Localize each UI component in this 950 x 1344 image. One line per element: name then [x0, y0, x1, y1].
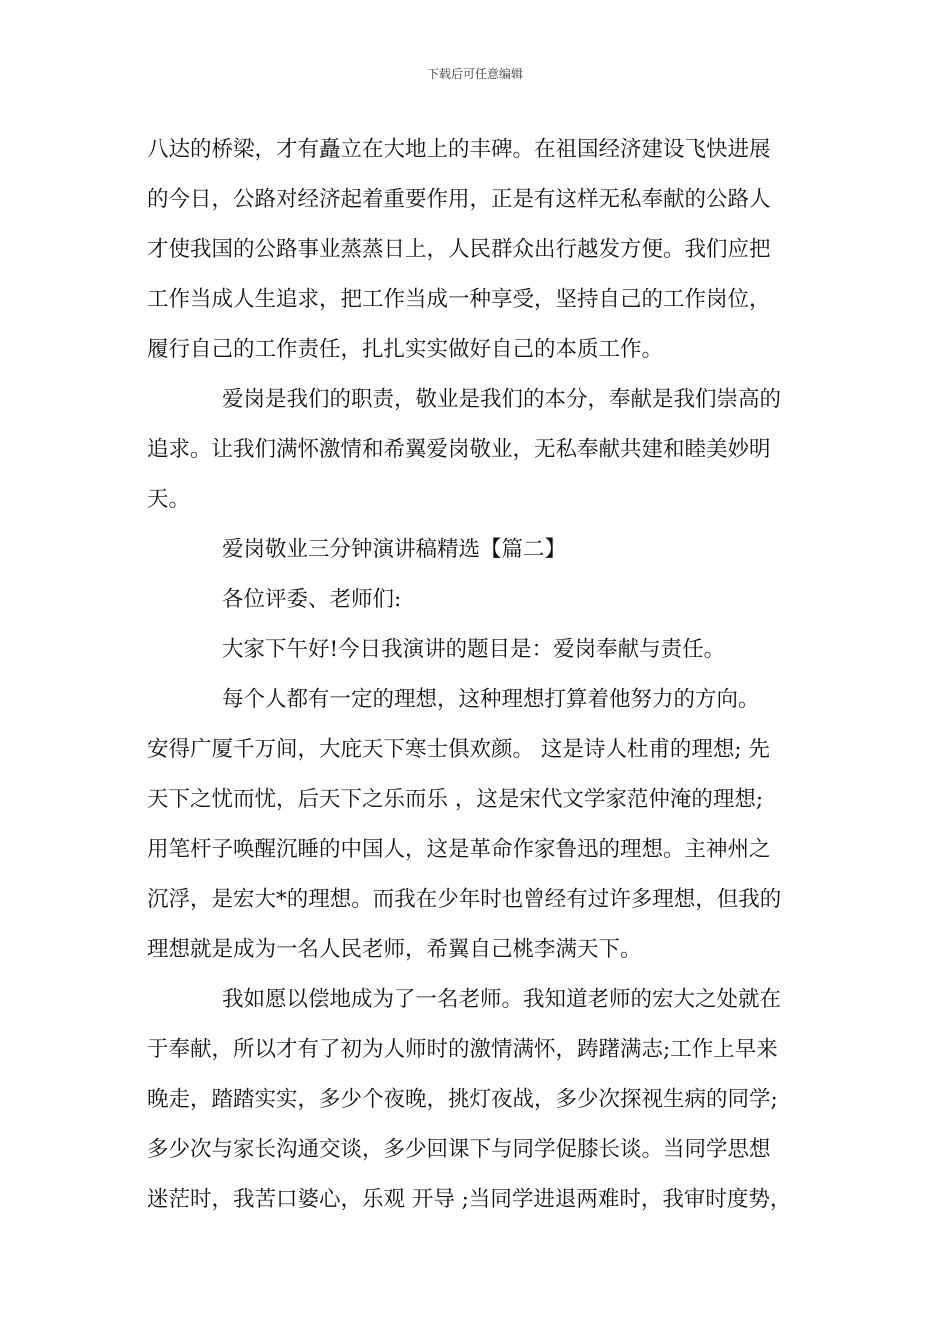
text-line: 用笔杆子唤醒沉睡的中国人，这是革命作家鲁迅的理想。主神州之 [147, 837, 771, 862]
paragraph-start-line: 我如愿以偿地成为了一名老师。我知道老师的宏大之处就在 [222, 987, 782, 1012]
page-header: 下载后可任意编辑 [426, 67, 523, 81]
text-line: 履行自己的工作责任，扎扎实实做好自己的本质工作。 [147, 337, 664, 362]
greeting-line: 大家下午好!今日我演讲的题目是：爱岗奉献与责任。 [222, 637, 726, 662]
text-line: 理想就是成为一名人民老师，希翼自己桃李满天下。 [147, 937, 642, 962]
text-line: 沉浮，是宏大*的理想。而我在少年时也曾经有过许多理想，但我的 [147, 887, 782, 912]
text-line: 安得广厦千万间，大庇天下寒士俱欢颜。 这是诗人杜甫的理想; 先 [147, 737, 770, 762]
text-line: 晚走，踏踏实实，多少个夜晚，挑灯夜战，多少次探视生病的同学; [147, 1087, 778, 1112]
text-line: 的今日，公路对经济起着重要作用，正是有这样无私奉献的公路人 [147, 187, 771, 212]
text-line: 追求。让我们满怀激情和希翼爱岗敬业，无私奉献共建和睦美妙明 [147, 437, 771, 462]
text-line: 迷茫时，我苦口婆心，乐观 开导 ;当同学进退两难时，我审时度势， [147, 1187, 792, 1212]
text-line: 多少次与家长沟通交谈，多少回课下与同学促膝长谈。当同学思想 [147, 1137, 771, 1162]
section-title: 爱岗敬业三分钟演讲稿精选【篇二】 [222, 537, 567, 562]
text-line: 八达的桥梁，才有矗立在大地上的丰碑。在祖国经济建设飞快进展 [147, 137, 771, 162]
paragraph-start-line: 爱岗是我们的职责，敬业是我们的本分，奉献是我们崇高的 [222, 387, 782, 412]
text-line: 工作当成人生追求，把工作当成一种享受，坚持自己的工作岗位， [147, 287, 771, 312]
text-line: 天下之忧而忧，后天下之乐而乐 ，这是宋代文学家范仲淹的理想; [147, 787, 764, 812]
paragraph-start-line: 每个人都有一定的理想，这种理想打算着他努力的方向。 [222, 687, 760, 712]
salutation: 各位评委、老师们: [222, 587, 402, 612]
text-line: 才使我国的公路事业蒸蒸日上，人民群众出行越发方便。我们应把 [147, 237, 771, 262]
text-line: 天。 [147, 487, 191, 512]
text-line: 于奉献，所以才有了初为人师时的激情满怀，踌躇满志;工作上早来 [147, 1037, 778, 1062]
